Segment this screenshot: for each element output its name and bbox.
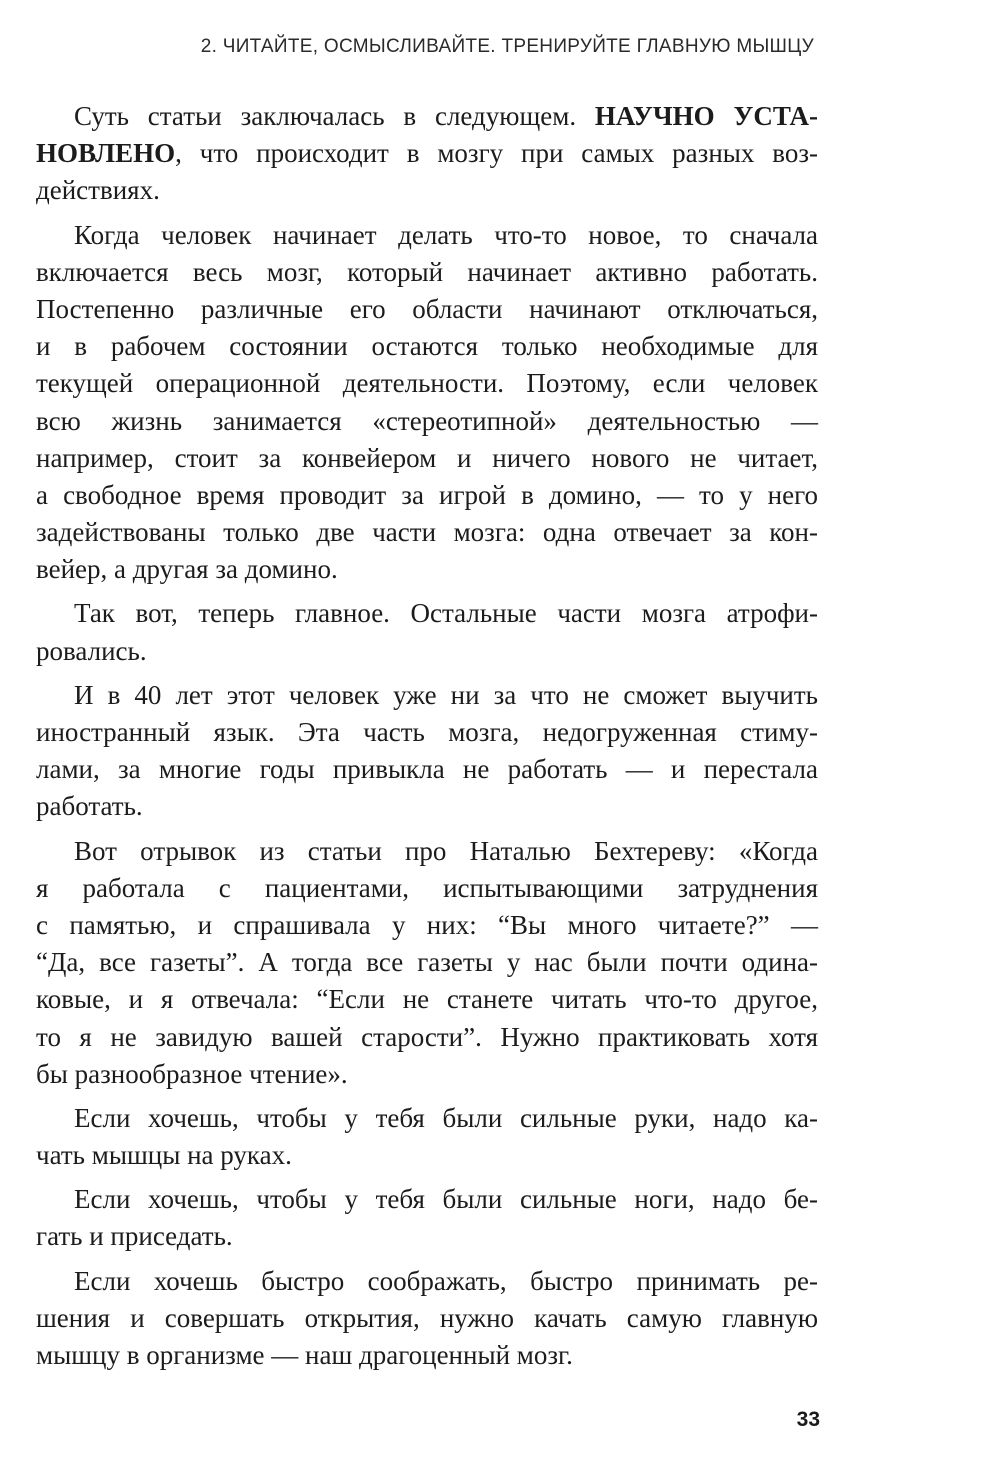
text-line (36, 870, 818, 907)
text-line (36, 172, 818, 209)
text-line (36, 135, 818, 172)
text-line (36, 1056, 818, 1093)
text-segment: текущей операционной деятельности. Поэтому, если человек (36, 368, 818, 399)
text-segment: а свободное время проводит за игрой в домино, — то у него (36, 479, 818, 510)
text-line (36, 677, 818, 714)
text-segment: чать мышцы на руках. (36, 1140, 292, 1171)
paragraph (36, 677, 818, 826)
body-text (36, 98, 818, 1381)
running-header: 2. ЧИТАЙТЕ, ОСМЫСЛИВАЙТЕ. ТРЕНИРУЙТЕ ГЛАВНУЮ МЫШЦУ (200, 36, 814, 57)
text-segment: Когда человек начинает делать что-то новое, то сначала (74, 219, 818, 250)
text-line (36, 98, 818, 135)
text-line (36, 403, 818, 440)
text-line (36, 328, 818, 365)
text-line (36, 751, 818, 788)
text-segment: включается весь мозг, который начинает активно работать. (36, 256, 818, 287)
text-segment: Суть статьи заключалась в следующем. (74, 101, 595, 131)
text-line (36, 477, 818, 514)
paragraph (36, 833, 818, 1093)
paragraph (36, 595, 818, 669)
text-segment: действиях. (36, 175, 160, 206)
text-segment: и в рабочем состоянии остаются только необходимые для (36, 331, 818, 362)
text-line (36, 1300, 818, 1337)
text-line (36, 1218, 818, 1255)
page-number: 33 (796, 1408, 820, 1431)
text-segment: гать и приседать. (36, 1221, 233, 1252)
text-segment: Если хочешь, чтобы у тебя были сильные ноги, надо бе- (74, 1184, 818, 1215)
text-segment: Если хочешь быстро соображать, быстро принимать ре- (74, 1265, 818, 1296)
text-line (36, 365, 818, 402)
text-segment: задействованы только две части мозга: одна отвечает за кон- (36, 517, 818, 548)
text-segment: всю жизнь занимается «стереотипной» деятельностью — (36, 405, 818, 436)
text-line (36, 440, 818, 477)
text-line (36, 981, 818, 1018)
text-segment: вейер, а другая за домино. (36, 554, 338, 585)
text-line (36, 1337, 818, 1374)
text-segment: шения и совершать открытия, нужно качать самую главную (36, 1302, 818, 1333)
text-line (36, 1263, 818, 1300)
paragraph (36, 1263, 818, 1375)
text-line (36, 1181, 818, 1218)
paragraph (36, 1100, 818, 1174)
text-segment: Если хочешь, чтобы у тебя были сильные руки, надо ка- (74, 1102, 818, 1133)
text-segment: с памятью, и спрашивала у них: “Вы много читаете?” — (36, 909, 818, 940)
text-line (36, 1137, 818, 1174)
text-segment: Так вот, теперь главное. Остальные части мозга атрофи- (74, 598, 818, 629)
text-segment: иностранный язык. Эта часть мозга, недогруженная стиму- (36, 717, 818, 747)
text-line (36, 788, 818, 825)
paragraph (36, 1181, 818, 1255)
text-segment: например, стоит за конвейером и ничего нового не читает, (36, 442, 818, 473)
text-line (36, 1019, 818, 1056)
text-segment: ровались. (36, 635, 147, 666)
emphasis-text: НАУЧНО УСТА- (594, 101, 818, 131)
text-line (36, 514, 818, 551)
text-segment: лами, за многие годы привыкла не работать — и перестала (36, 754, 818, 785)
text-line (36, 944, 818, 981)
text-line (36, 551, 818, 588)
text-segment: И в 40 лет этот человек уже ни за что не сможет выучить (74, 679, 818, 710)
text-segment: ковые, и я отвечала: “Если не станете читать что-то другое, (36, 984, 818, 1015)
text-line (36, 217, 818, 254)
paragraph (36, 98, 818, 210)
text-segment: работать. (36, 791, 143, 822)
text-line (36, 833, 818, 870)
text-line (36, 633, 818, 670)
text-segment: , что происходит в мозгу при самых разных воз- (175, 138, 818, 169)
text-segment: “Да, все газеты”. А тогда все газеты у нас были почти одина- (36, 947, 818, 978)
text-line (36, 1100, 818, 1137)
text-line (36, 907, 818, 944)
paragraph (36, 217, 818, 589)
text-segment: Постепенно различные его области начинают отключаться, (36, 293, 818, 324)
text-segment: Вот отрывок из статьи про Наталью Бехтереву: «Когда (74, 835, 818, 866)
emphasis-text: НОВЛЕНО (36, 138, 176, 169)
text-segment: то я не завидую вашей старости”. Нужно практиковать хотя (36, 1021, 818, 1052)
text-line (36, 714, 818, 751)
text-line (36, 595, 818, 632)
text-segment: мышцу в организме — наш драгоценный мозг. (36, 1340, 573, 1370)
text-segment: бы разнообразное чтение». (36, 1058, 348, 1089)
text-line (36, 291, 818, 328)
text-segment: я работала с пациентами, испытывающими затруднения (36, 872, 818, 903)
text-line (36, 254, 818, 291)
